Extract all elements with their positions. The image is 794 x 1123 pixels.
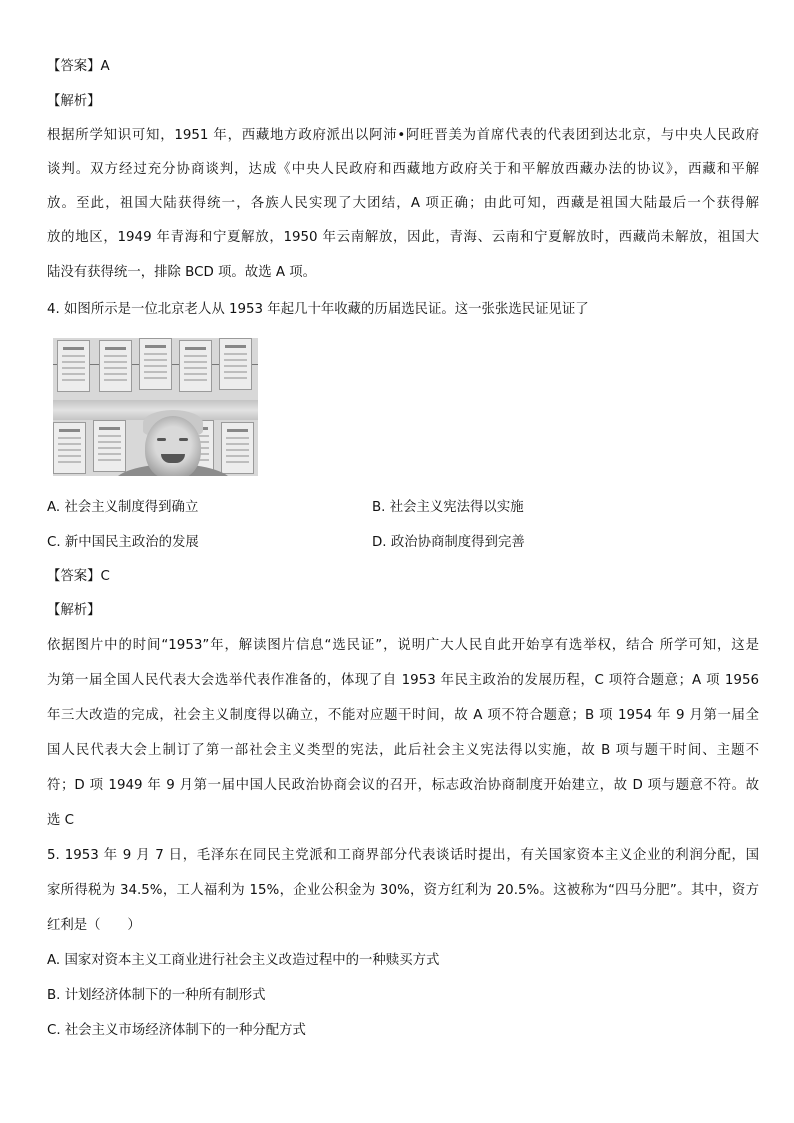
q4-option-a: A. 社会主义制度得到确立 (47, 500, 199, 515)
q5-stem-line: 红利是（ ） (47, 918, 141, 933)
q5-option-b: B. 计划经济体制下的一种所有制形式 (47, 988, 266, 1003)
q5-stem-line: 家所得税为 34.5%，工人福利为 15%，企业公积金为 30%，资方红利为 20.5%。这被称为“四马分肥”。其中，资方 (47, 883, 759, 898)
q4-analysis-line: 符；D 项 1949 年 9 月第一届中国人民政治协商会议的召开，标志政治协商制度开始建立，故 D 项与题意不符。故 (47, 778, 759, 793)
q4-option-b: B. 社会主义宪法得以实施 (372, 500, 524, 515)
q4-answer-label: 【答案】C (47, 569, 110, 584)
q4-option-d: D. 政治协商制度得到完善 (372, 535, 525, 550)
voter-cards-photo (53, 338, 258, 476)
q3-analysis-label: 【解析】 (47, 94, 101, 109)
q4-analysis-line: 年三大改造的完成，社会主义制度得以确立，不能对应题干时间，故 A 项不符合题意；B 项 1954 年 9 月第一届全 (47, 708, 759, 723)
q3-analysis-line: 放的地区，1949 年青海和宁夏解放，1950 年云南解放，因此，青海、云南和宁夏解放时，西藏尚未解放，祖国大 (47, 230, 759, 245)
q4-analysis-line: 为第一届全国人民代表大会选举代表作准备的，体现了自 1953 年民主政治的发展历程，C 项符合题意；A 项 1956 (47, 673, 759, 688)
q3-analysis-line: 放。至此，祖国大陆获得统一，各族人民实现了大团结，A 项正确；由此可知，西藏是祖国大陆最后一个获得解 (47, 196, 759, 211)
q3-analysis-line: 陆没有获得统一，排除 BCD 项。故选 A 项。 (47, 265, 317, 280)
q3-answer-label: 【答案】A (47, 59, 110, 74)
q4-analysis-line: 选 C (47, 813, 74, 828)
q4-stem: 4. 如图所示是一位北京老人从 1953 年起几十年收藏的历届选民证。这一张张选民证见证了 (47, 302, 589, 317)
q4-analysis-line: 依据图片中的时间“1953”年，解读图片信息“选民证”，说明广大人民自此开始享有选举权，结合 所学可知，这是 (47, 638, 759, 653)
q4-analysis-label: 【解析】 (47, 603, 101, 618)
q5-stem-line: 5. 1953 年 9 月 7 日，毛泽东在同民主党派和工商界部分代表谈话时提出，有关国家资本主义企业的利润分配，国 (47, 848, 759, 863)
q3-analysis-line: 根据所学知识可知，1951 年，西藏地方政府派出以阿沛•阿旺晋美为首席代表的代表团到达北京，与中央人民政府 (47, 128, 759, 143)
q4-analysis-line: 国人民代表大会上制订了第一部社会主义类型的宪法，此后社会主义宪法得以实施，故 B 项与题干时间、主题不 (47, 743, 759, 758)
q3-analysis-line: 谈判。双方经过充分协商谈判，达成《中央人民政府和西藏地方政府关于和平解放西藏办法的协议》，西藏和平解 (47, 162, 759, 177)
q5-option-a: A. 国家对资本主义工商业进行社会主义改造过程中的一种赎买方式 (47, 953, 440, 968)
q4-option-c: C. 新中国民主政治的发展 (47, 535, 199, 550)
q5-option-c: C. 社会主义市场经济体制下的一种分配方式 (47, 1023, 306, 1038)
